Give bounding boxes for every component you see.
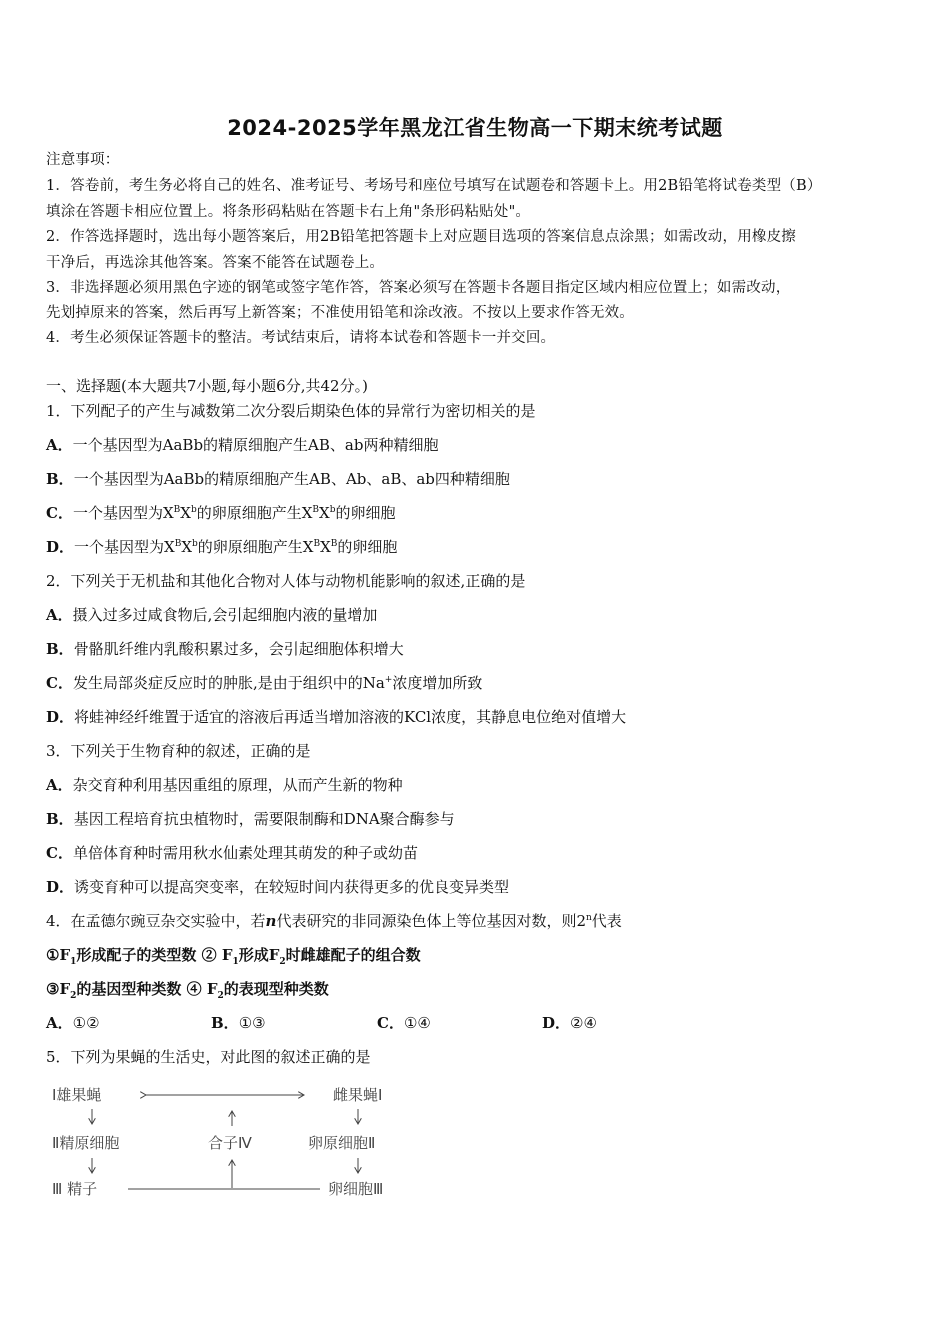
option-text: 骨骼肌纤维内乳酸积累过多，会引起细胞体积增大 [73,640,404,658]
option-text: 摄入过多过咸食物后,会引起细胞内液的量增加 [72,606,378,624]
option-text: ②④ [570,1014,597,1032]
question-1-stem: 1．下列配子的产生与减数第二次分裂后期染色体的异常行为密切相关的是 [46,402,536,420]
superscript: B [330,539,338,549]
superscript: B [173,505,181,515]
option-label: A． [46,1014,73,1032]
subscript: 2 [279,957,286,967]
option-label: C． [46,504,73,522]
option-text: ①④ [403,1014,431,1032]
option-text: 单倍体育种时需用秋水仙素处理其萌发的种子或幼苗 [72,844,418,862]
diagram-spermatogonium: Ⅱ精原细胞 [52,1134,120,1152]
diagram-zygote: 合子Ⅳ [208,1134,252,1152]
option-text: 基因工程培育抗虫植物时，需要限制酶和DNA聚合酶参与 [73,810,455,828]
notice-line: 3．非选择题必须用黑色字迹的钢笔或签字笔作答，答案必须写在答题卡各题目指定区域内相应位置上；如需改动， [46,280,791,296]
notice-line: 干净后，再选涂其他答案。答案不能答在试题卷上。 [46,255,385,271]
notice-line: 1．答卷前，考生务必将自己的姓名、准考证号、考场号和座位号填写在试题卷和答题卡上。用2B铅笔将试卷类型（B） [46,178,822,194]
question-4-stem [46,911,622,931]
statement-text: 的表现型种类数 [223,980,329,998]
option-label: D． [46,708,75,726]
q4-option-a [46,1013,100,1033]
diagram-egg: 卵细胞Ⅲ [328,1180,384,1198]
q3-option-b [46,809,455,829]
diagram-male-fly: Ⅰ雄果蝇 [52,1086,102,1104]
option-text: 将蛙神经纤维置于适宜的溶液后再适当增加溶液的KCl浓度，其静息电位绝对值增大 [74,708,627,726]
question-3-stem: 3．下列关于生物育种的叙述，正确的是 [46,742,311,760]
section-heading: 一、选择题(本大题共7小题,每小题6分,共42分。) [46,377,368,395]
q4-statement-line [46,945,421,965]
q2-option-d [46,707,626,727]
diagram-sperm: Ⅲ 精子 [52,1180,98,1198]
q4-option-b [211,1013,266,1033]
option-text: 的卵原细胞产生X [197,538,314,556]
superscript: B [174,539,182,549]
option-text: ①③ [238,1014,266,1032]
q4-option-d [542,1013,597,1033]
q4-option-c [377,1013,431,1033]
stem-text: 代表研究的非同源染色体上等位基因对数，则2 [276,912,586,930]
q3-option-d [46,877,509,897]
option-text: 的卵细胞 [337,538,398,556]
option-label: D． [46,538,75,556]
option-label: C． [46,674,73,692]
option-label: A． [46,436,73,454]
superscript: B [312,505,320,515]
superscript: b [190,505,197,515]
superscript: n [586,913,592,923]
stem-text: 4．在孟德尔豌豆杂交实验中，若 [46,912,266,930]
superscript: B [313,539,321,549]
option-text: 浓度增加所致 [392,674,483,692]
q1-option-c [46,503,396,523]
option-label: C． [377,1014,404,1032]
option-text: X [319,504,330,522]
superscript: + [384,675,393,685]
statement-text: 形成F [238,946,280,964]
option-text: 杂交育种利用基因重组的原理，从而产生新的物种 [72,776,403,794]
option-text: 诱变育种可以提高突变率，在较短时间内获得更多的优良变异类型 [74,878,510,896]
stem-text: 代表 [591,912,622,930]
option-label: B． [46,640,74,658]
subscript: 1 [70,957,77,967]
statement-text: ③F [46,980,71,998]
statement-text: ①F [46,946,71,964]
notice-line: 填涂在答题卡相应位置上。将条形码粘贴在答题卡右上角"条形码粘贴处"。 [46,204,531,220]
statement-text: 时雌雄配子的组合数 [285,946,421,964]
option-text: 一个基因型为AaBb的精原细胞产生AB、Ab、aB、ab四种精细胞 [73,470,510,488]
q2-option-b [46,639,404,659]
option-text: 一个基因型为AaBb的精原细胞产生AB、ab两种精细胞 [72,436,439,454]
option-text: ①② [72,1014,100,1032]
option-label: D． [542,1014,571,1032]
q2-option-c [46,673,482,693]
subscript: 2 [217,991,224,1001]
page-title: 2024-2025学年黑龙江省生物高一下期末统考试题 [227,116,723,140]
subscript: 1 [232,957,239,967]
q1-option-a [46,435,438,455]
option-label: C． [46,844,73,862]
option-label: B． [211,1014,239,1032]
fruit-fly-life-cycle-diagram [46,1076,426,1206]
diagram-oogonium: 卵原细胞Ⅱ [308,1134,376,1152]
statement-text: 的基因型种类数 ④ F [76,980,218,998]
q1-option-b [46,469,510,489]
diagram-female-fly: 雌果蝇Ⅰ [333,1086,383,1104]
subscript: 2 [70,991,77,1001]
superscript: b [192,539,198,549]
notice-line: 4．考生必须保证答题卡的整洁。考试结束后，请将本试卷和答题卡一并交回。 [46,330,556,346]
q4-statement-line [46,979,329,999]
option-text: 一个基因型为X [74,538,175,556]
option-label: A． [46,606,73,624]
question-5-stem: 5．下列为果蝇的生活史，对此图的叙述正确的是 [46,1048,371,1066]
q3-option-a [46,775,403,795]
notice-line: 先划掉原来的答案，然后再写上新答案；不准使用铅笔和涂改液。不按以上要求作答无效。 [46,305,634,321]
variable-n: n [265,912,277,930]
option-text: 的卵细胞 [335,504,396,522]
option-text: 发生局部炎症反应时的肿胀,是由于组织中的Na [72,674,385,692]
statement-text: 形成配子的类型数 ② F [76,946,233,964]
q1-option-d [46,537,397,557]
option-label: A． [46,776,73,794]
superscript: b [329,505,336,515]
q2-option-a [46,605,377,625]
option-text: X [181,538,193,556]
question-2-stem: 2．下列关于无机盐和其他化合物对人体与动物机能影响的叙述,正确的是 [46,572,526,590]
option-text: 的卵原细胞产生X [196,504,313,522]
notice-line: 2．作答选择题时，选出每小题答案后，用2B铅笔把答题卡上对应题目选项的答案信息点涂黑；如需改动，用橡皮擦 [46,229,797,245]
option-text: 一个基因型为X [72,504,174,522]
option-label: B． [46,470,74,488]
notice-heading: 注意事项： [46,152,120,168]
option-label: B． [46,810,74,828]
option-text: X [320,538,331,556]
option-label: D． [46,878,75,896]
q3-option-c [46,843,418,863]
option-text: X [180,504,191,522]
